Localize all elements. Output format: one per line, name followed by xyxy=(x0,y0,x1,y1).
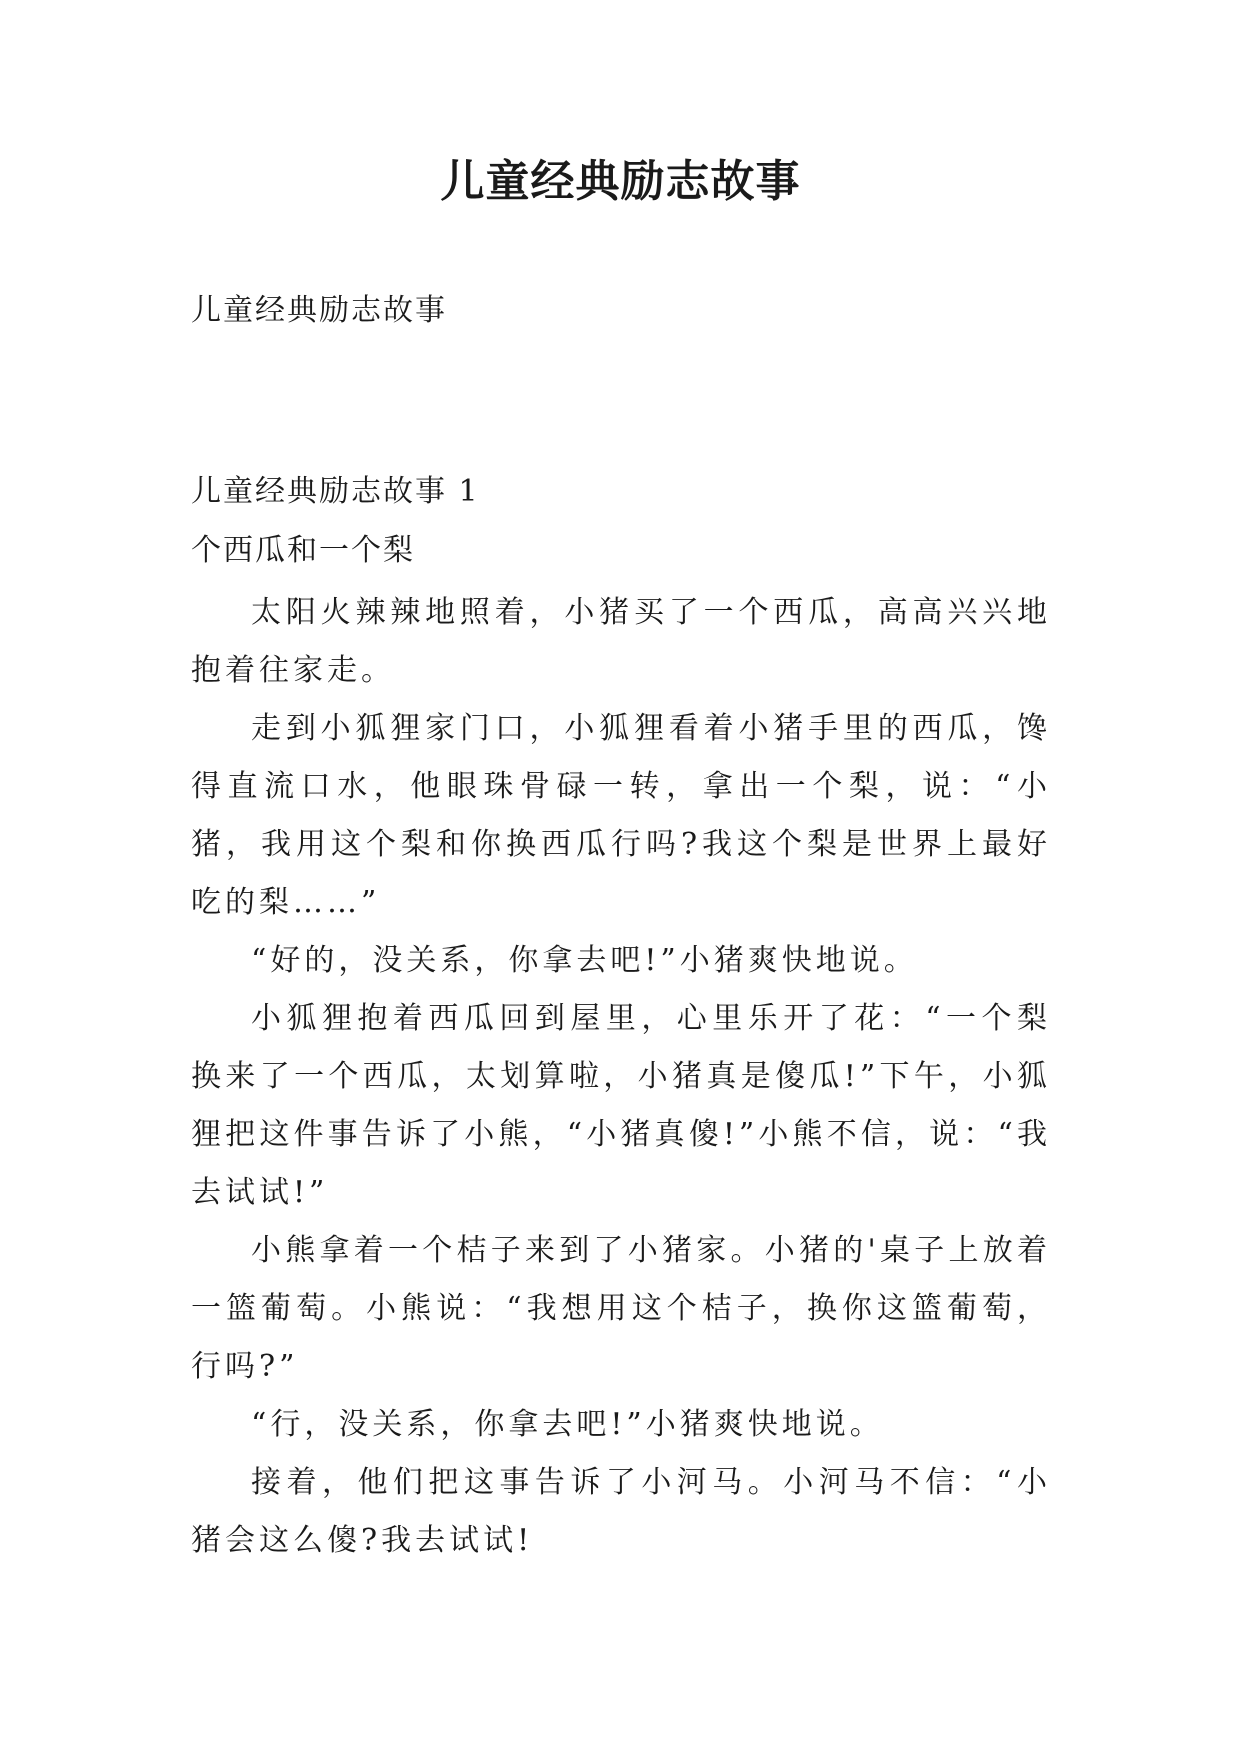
story-title: 个西瓜和一个梨 xyxy=(191,533,415,568)
document-title: 儿童经典励志故事 xyxy=(440,156,801,207)
section-heading: 儿童经典励志故事 1 xyxy=(191,474,480,509)
paragraph: 接着，他们把这事告诉了小河马。小河马不信：“小猪会这么傻?我去试试! xyxy=(191,1465,1051,1558)
paragraph: 走到小狐狸家门口，小狐狸看着小猪手里的西瓜，馋得直流口水，他眼珠骨碌一转，拿出一个梨，说：“小猪，我用这个梨和你换西瓜行吗?我这个梨是世界上最好吃的梨……” xyxy=(191,711,1051,920)
story-body xyxy=(191,584,1051,1570)
paragraph: 小狐狸抱着西瓜回到屋里，心里乐开了花：“一个梨换来了一个西瓜，太划算啦，小猪真是傻瓜!”下午，小狐狸把这件事告诉了小熊，“小猪真傻!”小熊不信，说：“我去试试!” xyxy=(191,1001,1051,1210)
paragraph: 太阳火辣辣地照着，小猪买了一个西瓜，高高兴兴地抱着往家走。 xyxy=(191,595,1051,688)
paragraph: 小熊拿着一个桔子来到了小猪家。小猪的'桌子上放着一篮葡萄。小熊说：“我想用这个桔子，换你这篮葡萄，行吗?” xyxy=(191,1233,1051,1384)
paragraph: “行，没关系，你拿去吧!”小猪爽快地说。 xyxy=(251,1407,884,1442)
document-subtitle: 儿童经典励志故事 xyxy=(191,293,447,328)
paragraph: “好的，没关系，你拿去吧!”小猪爽快地说。 xyxy=(251,943,918,978)
